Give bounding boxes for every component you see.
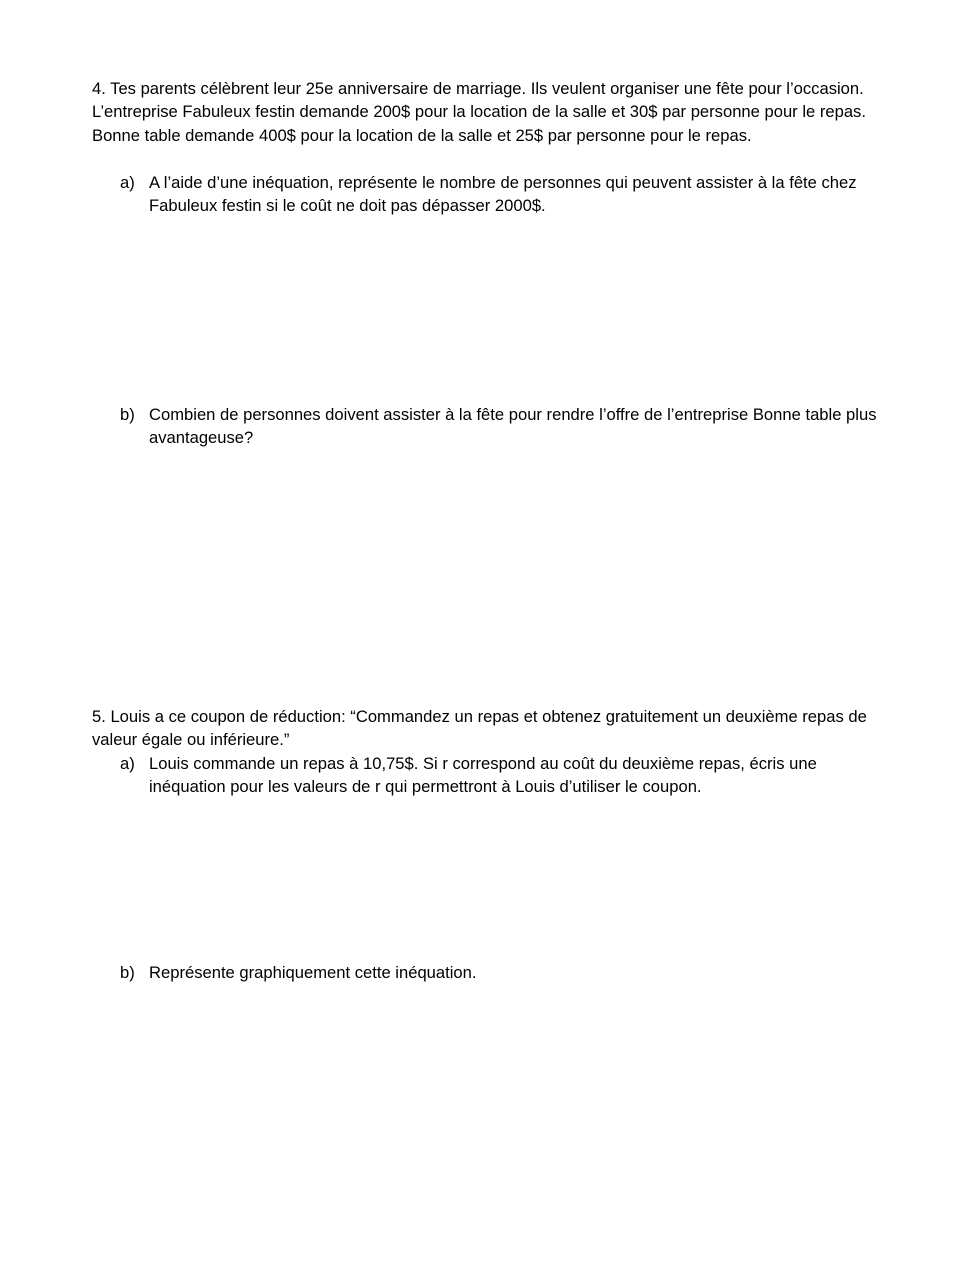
- problem-5b: [120, 961, 890, 984]
- problem-5a-answer-space[interactable]: [92, 804, 892, 954]
- problem-4a-text: A l’aide d’une inéquation, représente le nombre de personnes qui peuvent assister à la fête chez Fabuleux festin si le coût ne doit pas dépasser 2000$.: [149, 173, 857, 216]
- problem-4b: [120, 403, 890, 450]
- problem-5b-answer-space[interactable]: [92, 990, 892, 1230]
- problem-5a-label: a): [120, 754, 135, 773]
- problem-4b-answer-space[interactable]: [92, 455, 892, 695]
- problem-4b-text: Combien de personnes doivent assister à la fête pour rendre l’offre de l’entreprise Bonne table plus avantageuse?: [149, 405, 877, 448]
- problem-4b-label: b): [120, 405, 135, 424]
- problem-5-intro: 5. Louis a ce coupon de réduction: “Commandez un repas et obtenez gratuitement un deuxième repas de valeur égale ou inférieure.”: [92, 707, 867, 750]
- problem-5a: [120, 752, 890, 799]
- problem-5a-text: Louis commande un repas à 10,75$. Si r correspond au coût du deuxième repas, écris une inéquation pour les valeurs de r qui permettront à Louis d’utiliser le coupon.: [149, 754, 817, 797]
- problem-4-intro: 4. Tes parents célèbrent leur 25e anniversaire de marriage. Ils veulent organiser une fête pour l’occasion. L’entreprise Fabuleux festin demande 200$ pour la location de la salle et 30$ par personne pour le repas. Bonne table demande 400$ pour la location de la salle et 25$ par personne pour le repas.: [92, 79, 866, 145]
- problem-5b-label: b): [120, 963, 135, 982]
- problem-4a-label: a): [120, 173, 135, 192]
- problem-4a: [120, 171, 890, 218]
- problem-5b-text: Représente graphiquement cette inéquation.: [149, 963, 477, 982]
- problem-4a-answer-space[interactable]: [92, 222, 892, 397]
